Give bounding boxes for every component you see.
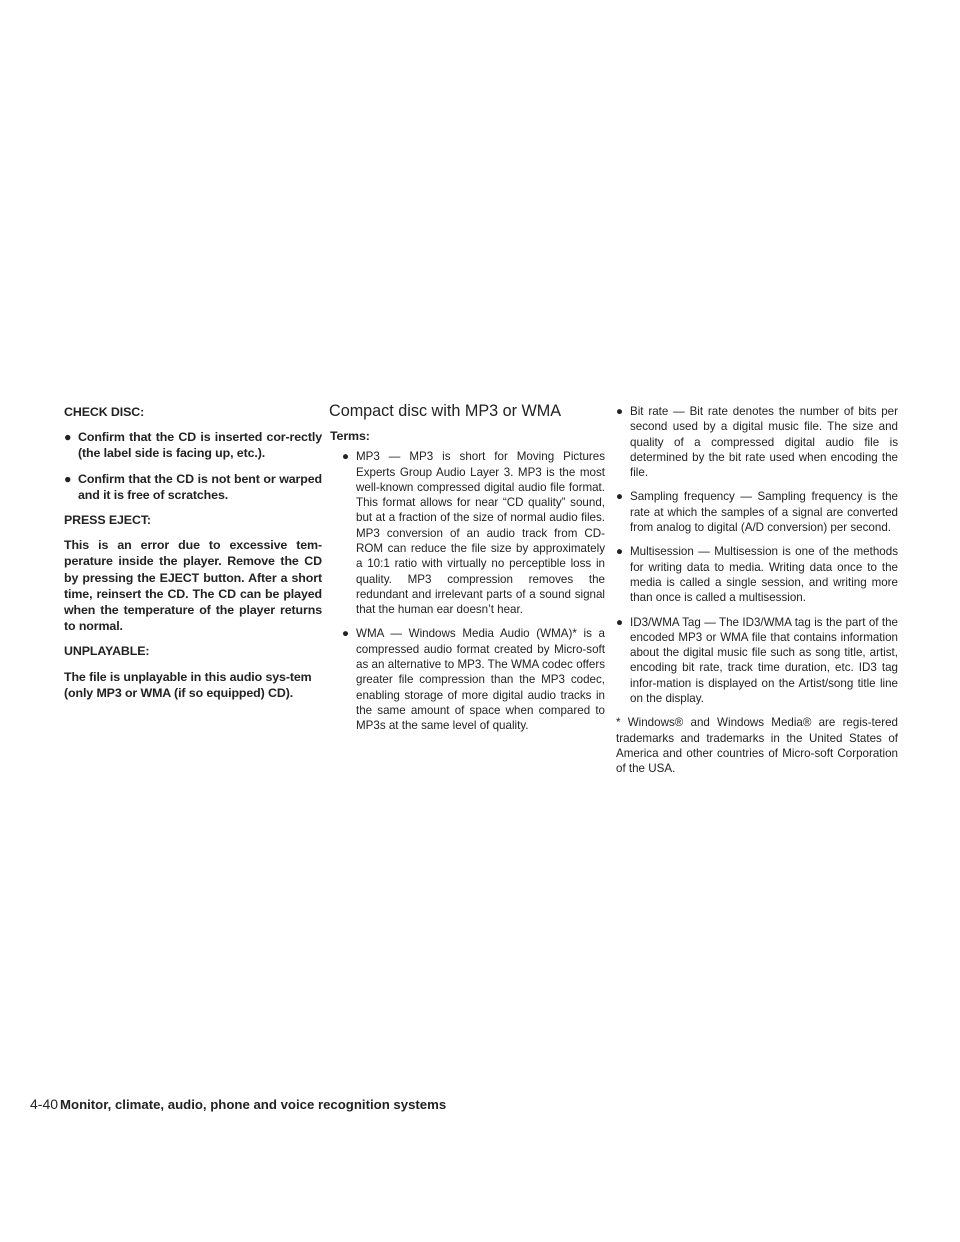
page-footer [30,1096,446,1114]
bullet-icon: ● [616,615,624,629]
left-column [64,404,322,710]
trademark-footnote: * Windows® and Windows Media® are regis-tered trademarks and trademarks in the United States of America and other countries of Micro-soft Corporation of the USA. [616,716,898,776]
terms-label: Terms: [330,429,370,443]
bullet-icon: ● [64,471,72,486]
term-item-id3-wma-tag: ● ID3/WMA Tag — The ID3/WMA tag is the part of the encoded MP3 or WMA file that contains information about the digital music file such as song title, artist, encoding bit rate, track time duration, etc. ID3 tag infor-mation is displayed on the Artist/song title line on the display. [616,615,898,706]
page-number: 4-40 [30,1096,59,1112]
bullet-icon: ● [342,450,350,464]
unplayable-heading: UNPLAYABLE: [64,644,150,659]
bullet-icon: ● [64,430,72,445]
check-disc-heading: CHECK DISC: [64,405,145,419]
chapter-title: Monitor, climate, audio, phone and voice recognition systems [60,1097,447,1112]
right-column [616,404,898,786]
term-item-sampling-frequency: ● Sampling frequency — Sampling frequency is the rate at which the samples of a signal are converted from analog to digital (A/D conversion) per second. [616,490,898,535]
check-disc-item: ● Confirm that the CD is inserted cor-rectly (the label side is facing up, etc.). [64,430,322,461]
middle-column [330,404,605,743]
bullet-icon: ● [616,490,624,504]
press-eject-text: This is an error due to excessive tem-perature inside the player. Remove the CD by pressing the EJECT button. After a short time, reinsert the CD. The CD can be played when the temperature of the player returns to normal. [64,538,322,634]
term-item-bit-rate: ● Bit rate — Bit rate denotes the number of bits per second used by a digital music file. The size and quality of a compressed digital audio file is determined by the bit rate used when encoding the file. [616,405,898,480]
press-eject-heading: PRESS EJECT: [64,513,151,528]
check-disc-item: ● Confirm that the CD is not bent or warped and it is free of scratches. [64,471,322,502]
term-item-mp3: ● MP3 — MP3 is short for Moving Pictures Experts Group Audio Layer 3. MP3 is the most well-known compressed digital audio file format. This format allows for near “CD quality” sound, but at a fraction of the size of normal audio files. MP3 conversion of an audio track from CD-ROM can reduce the file size by approximately a 10:1 ratio with virtually no perceptible loss in quality. MP3 compression removes the redundant and irrelevant parts of a sound signal that the human ear doesn’t hear. [342,450,605,617]
term-item-multisession: ● Multisession — Multisession is one of the methods for writing data to media. Writing data once to the media is called a single session, and writing more than once is called a multisession. [616,545,898,605]
section-title: Compact disc with MP3 or WMA [329,402,562,420]
unplayable-text: The file is unplayable in this audio sys-tem (only MP3 or WMA (if so equipped) CD). [64,669,312,700]
bullet-icon: ● [342,627,350,641]
term-item-wma: ● WMA — Windows Media Audio (WMA)* is a compressed audio format created by Micro-soft as an alternative to MP3. The WMA codec offers greater file compression than the MP3 codec, enabling storage of more digital audio tracks in the same amount of space when compared to MP3s at the same level of quality. [342,627,605,733]
bullet-icon: ● [616,405,624,418]
bullet-icon: ● [616,545,624,559]
